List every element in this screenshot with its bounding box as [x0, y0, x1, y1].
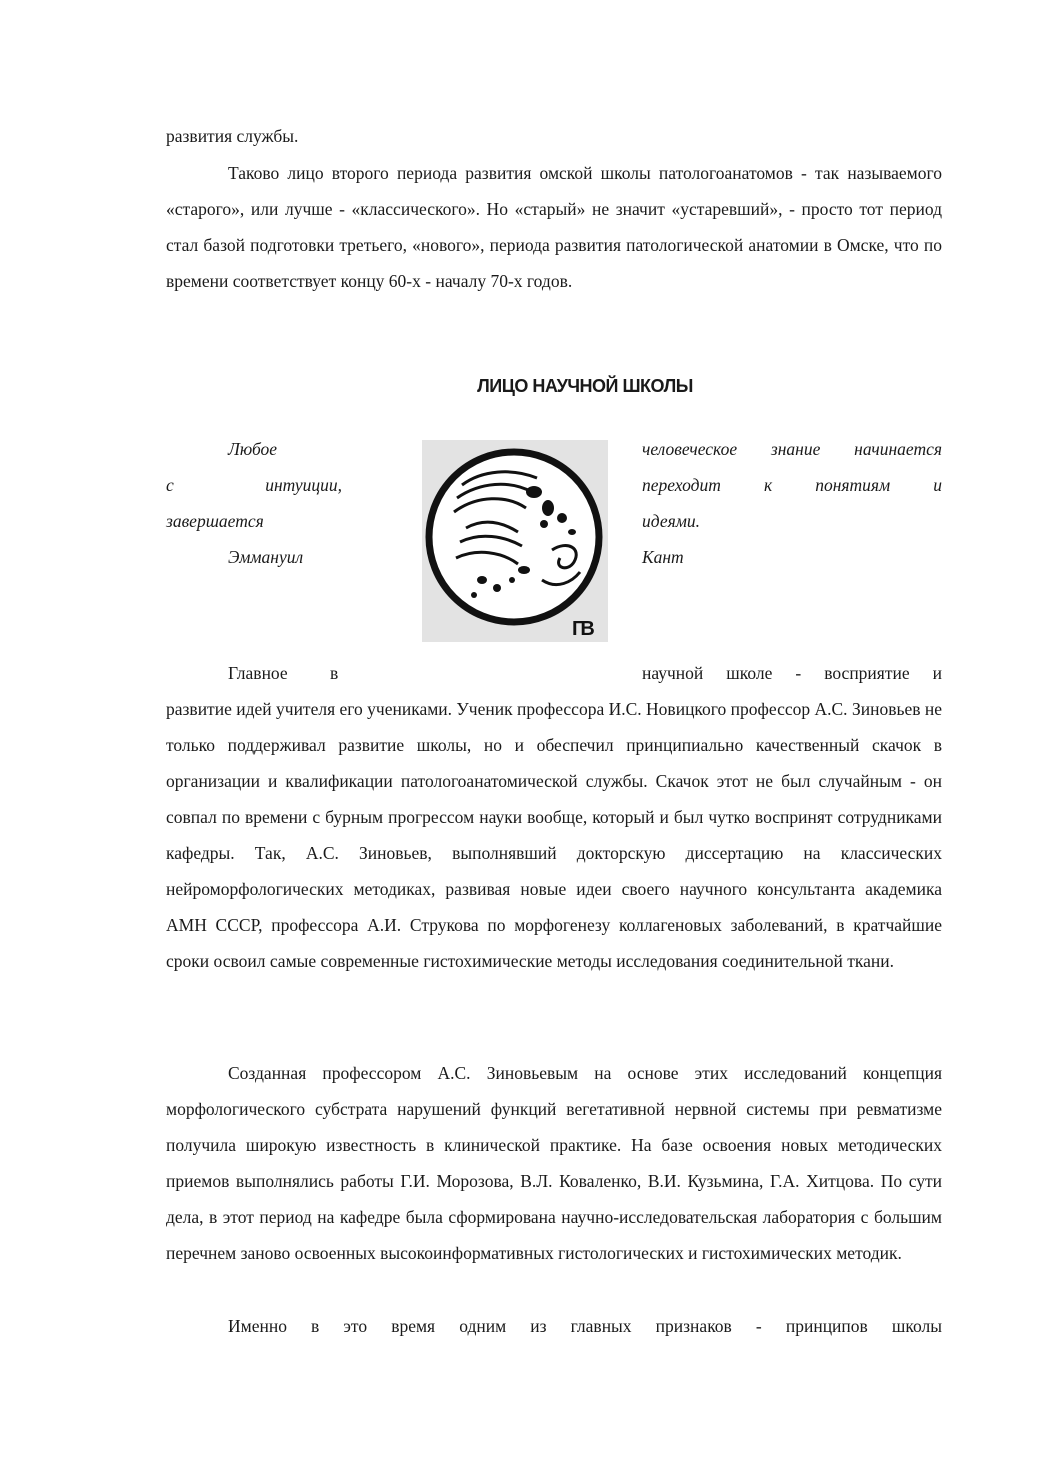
epigraph-left-line-1: Любое — [228, 439, 278, 459]
school-emblem-image — [422, 440, 608, 642]
epigraph-right-line-2 — [642, 467, 942, 503]
paragraph-main: развитие идей учителя его учениками. Ученик профессора И.С. Новицкого профессор А.С. Зиновьев не только поддерживал развитие школы, но и обеспечил принципиально качественный скачок в организации и квалификации патологоанатомической службы. Скачок этот не был случайным - он совпал по времени с бурным прогрессом науки вообще, который и был чутко воспринят сотрудниками кафедры. Так, А.С. Зиновьев, выполнявший докторскую диссертацию на классических нейроморфологических методиках, развивая новые идеи своего научного консультанта академика АМН СССР, профессора А.И. Струкова по морфогенезу коллагеновых заболеваний, в кратчайшие сроки освоил самые современные гистохимические методы исследования соединительной ткани. — [166, 699, 942, 971]
epigraph-right — [642, 431, 942, 575]
epigraph-word: переходит — [642, 475, 721, 495]
epigraph-right-line-3: идеями. — [642, 511, 701, 531]
epigraph-right-line-4: Кант — [642, 547, 684, 567]
paragraph-final: Именно в это время одним из главных признаков - принципов школы — [228, 1316, 942, 1336]
main-start-right: научной школе - восприятие и — [642, 663, 942, 683]
epigraph-word: интуиции, — [265, 475, 342, 495]
main-start-word-1: Главное — [228, 663, 288, 683]
epigraph-word: к — [763, 475, 773, 495]
paragraph-intro-end: развития службы. — [166, 126, 299, 146]
epigraph-left-line-3: завершается — [166, 511, 264, 531]
epigraph-word: и — [933, 475, 942, 495]
paragraph-second-period: Таково лицо второго периода развития омской школы патологоанатомов - так называемого «старого», или лучше - «классического». Но «старый» не значит «устаревший», - просто тот период стал базой подготовки третьего, «нового», периода развития патологической анатомии в Омске, что по времени соответствует концу 60-х - началу 70-х годов. — [166, 163, 942, 291]
epigraph-left-line-4: Эммануил — [228, 547, 304, 567]
section-heading: ЛИЦО НАУЧНОЙ ШКОЛЫ — [477, 376, 693, 396]
main-start-word-2: в — [330, 663, 339, 683]
epigraph-word: понятиям — [815, 475, 891, 495]
main-paragraph-start — [166, 655, 942, 691]
epigraph-left — [166, 431, 342, 575]
emblem-monogram: ГВ — [572, 618, 592, 640]
epigraph-right-line-1: человеческое знание начинается — [642, 439, 942, 459]
emblem-circle-icon — [422, 440, 608, 642]
epigraph-left-line-2 — [166, 467, 342, 503]
epigraph-word: с — [166, 475, 174, 495]
paragraph-concept: Созданная профессором А.С. Зиновьевым на основе этих исследований концепция морфологического субстрата нарушений функций вегетативной нервной системы при ревматизме получила широкую известность в клинической практике. На базе освоения новых методических приемов выполнялись работы Г.И. Морозова, В.Л. Коваленко, В.И. Кузьмина, Г.А. Хитцова. По сути дела, в этот период на кафедре была сформирована научно-исследовательская лаборатория с большим перечнем заново освоенных высокоинформативных гистологических и гистохимических методик. — [166, 1063, 942, 1263]
